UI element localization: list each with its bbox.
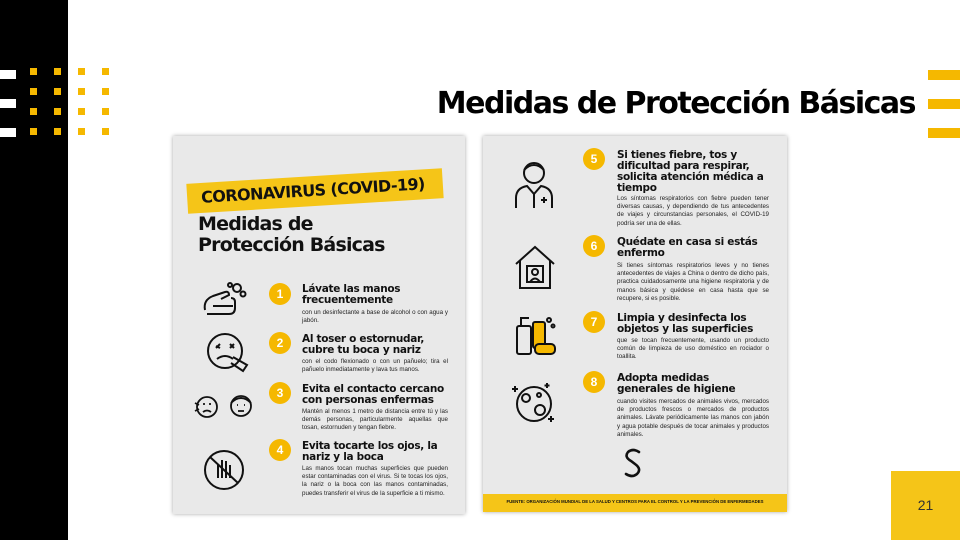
sneezing-face-icon: [203, 329, 249, 373]
step-number-badge: 3: [269, 382, 291, 404]
step-title: Evita el contacto cercano con personas enfermas: [302, 383, 444, 406]
yellow-bars-decoration: [928, 70, 960, 140]
white-stripe: [0, 99, 16, 108]
step-title: Adopta medidas generales de higiene: [617, 372, 736, 395]
step-title: Evita tocarte los ojos, la nariz y la boca: [302, 440, 438, 463]
step-text: con un desinfectante a base de alcohol o con agua y jabón.: [302, 309, 448, 325]
step-text: que se tocan frecuentemente, usando un producto común de limpieza de uso doméstico en rociador o toallita.: [617, 337, 769, 361]
step-text: Mantén al menos 1 metro de distancia entre tú y las demás personas, particularmente aquellas que tosan, estornuden y tengan fiebre.: [302, 408, 448, 432]
poster-title: Medidas de Protección Básicas: [198, 213, 385, 256]
yellow-dot-grid: [30, 64, 120, 144]
slide-title: Medidas de Protección Básicas: [436, 86, 915, 121]
stay-home-icon: [513, 244, 557, 290]
poster-left: [173, 136, 465, 514]
white-stripe: [0, 70, 16, 79]
step-number-badge: 1: [269, 283, 291, 305]
step-text: Las manos tocan muchas superficies que pueden estar contaminadas con el virus. Si te tocas los ojos, la nariz o la boca con las manos contaminadas, puedes transferir el virus de la superficie a ti mismo.: [302, 465, 448, 497]
step-title: Limpia y desinfecta los objetos y las superficies: [617, 312, 754, 335]
step-text: con el codo flexionado o con un pañuelo; tira el pañuelo inmediatamente y lava tus manos.: [302, 358, 448, 374]
step-number-badge: 6: [583, 235, 605, 257]
sick-people-icon: [193, 391, 257, 423]
step-number-badge: 7: [583, 311, 605, 333]
step-number-badge: 2: [269, 332, 291, 354]
step-number-badge: 5: [583, 148, 605, 170]
cleaning-products-icon: [513, 312, 557, 358]
step-number-badge: 8: [583, 371, 605, 393]
step-title: Si tienes fiebre, tos y dificultad para respirar, solicita atención médica a tiempo: [617, 149, 764, 194]
step-number-badge: 4: [269, 439, 291, 461]
no-touch-icon: [202, 448, 246, 492]
doctor-icon: [513, 158, 555, 210]
step-text: cuando visites mercados de animales vivos, mercados de productos frescos o mercados de productos animales. Lávate periódicamente las manos con jabón y agua potable después de tocar animales y productos animales.: [617, 398, 769, 438]
source-text: FUENTE: ORGANIZACIÓN MUNDIAL DE LA SALUD Y CENTROS PARA EL CONTROL Y LA PREVENCIÓN DE ENFERMEDADES: [506, 499, 764, 504]
step-title: Al toser o estornudar, cubre tu boca y nariz: [302, 333, 425, 356]
source-footer: [483, 494, 787, 512]
germs-icon: [511, 380, 557, 426]
banner-text: CORONAVIRUS (COVID-19): [200, 174, 426, 207]
step-text: Si tienes síntomas respiratorios leves y no tienes antecedentes de viajes a China o dentro de dicho país, practica cuidadosamente una higiene respiratoria y de manos básica y quédese en casa hasta que se recupere, si es posible.: [617, 262, 769, 302]
poster-right: [483, 136, 787, 512]
page-number-box: [891, 471, 960, 540]
step-title: Lávate las manos frecuentemente: [302, 283, 401, 306]
hand-washing-icon: [199, 280, 249, 322]
white-stripe: [0, 128, 16, 137]
s-logo-icon: [621, 447, 645, 479]
step-text: Los síntomas respiratorios con fiebre pueden tener diversas causas, y dependiendo de tus antecedentes de viajes y circunstancias personales, el COVID-19 podría ser una de ellas.: [617, 195, 769, 227]
step-title: Quédate en casa si estás enfermo: [617, 236, 758, 259]
page-number: 21: [917, 497, 934, 513]
